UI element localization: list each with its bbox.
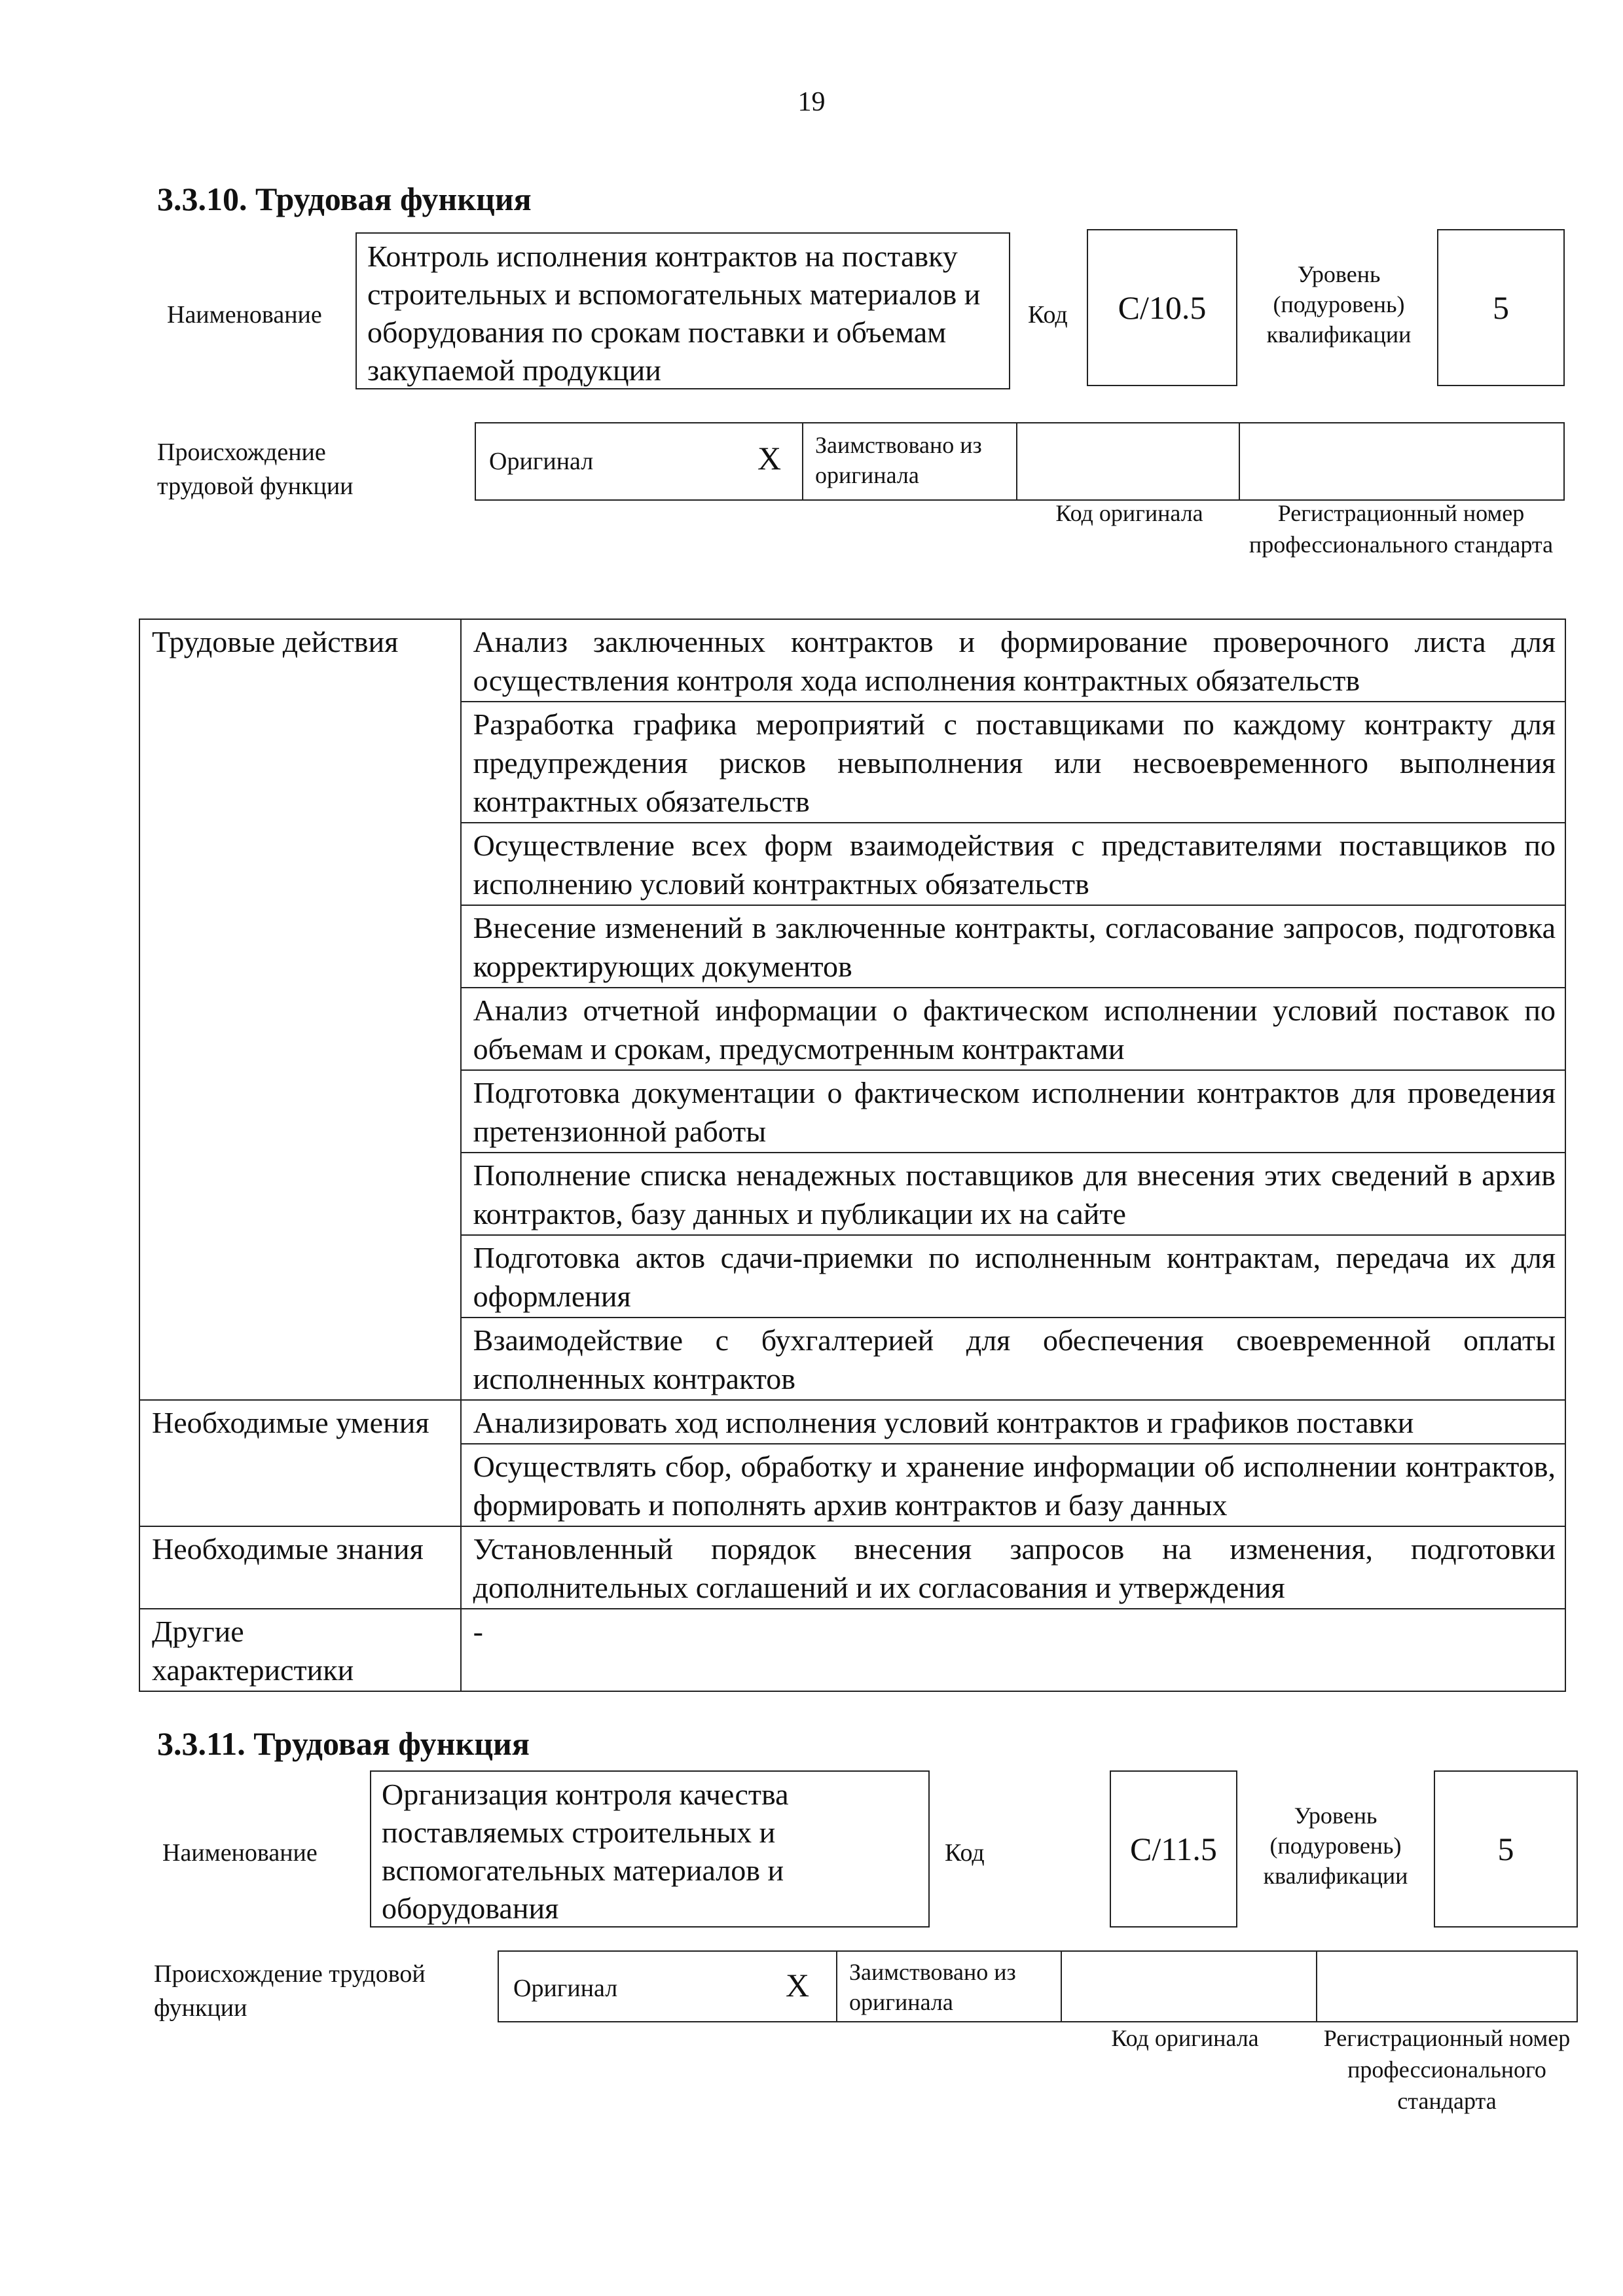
borrowed-label: Заимствовано из оригинала (815, 432, 982, 488)
skill-item: Осуществлять сбор, обработку и хранение информации об исполнении контрактов, формировать и пополнять архив контрактов и базу данных (461, 1444, 1565, 1526)
original-label: Оригинал (489, 448, 594, 475)
origin-label: Происхождение трудовой функции (154, 1960, 426, 2022)
level-value: 5 (1493, 289, 1509, 326)
divider (1316, 1952, 1317, 2021)
function-name-value: Организация контроля качества поставляемых строительных и вспомогательных материалов и оборудования (382, 1778, 789, 1925)
code-original-caption: Код оригинала (1111, 2025, 1259, 2051)
code-value: С/11.5 (1130, 1831, 1217, 1867)
labor-action-item: Внесение изменений в заключенные контракты, согласование запросов, подготовка корректирующих документов (461, 905, 1565, 988)
code-value: С/10.5 (1118, 289, 1207, 326)
code-box (1087, 229, 1237, 386)
knowledge-label: Необходимые знания (139, 1526, 461, 1609)
skill-item: Анализировать ход исполнения условий контрактов и графиков поставки (461, 1400, 1565, 1444)
original-mark: X (757, 440, 782, 476)
original-mark: X (786, 1967, 810, 2003)
function-name-box (356, 232, 1010, 389)
other-characteristics-value: - (461, 1609, 1565, 1691)
level-value: 5 (1497, 1831, 1514, 1867)
level-box (1434, 1770, 1578, 1928)
page-number: 19 (797, 87, 826, 117)
function-name-box (370, 1770, 930, 1928)
level-label: Уровень (подуровень) квалификации (1266, 261, 1412, 348)
labor-action-item: Разработка графика мероприятий с поставщиками по каждому контракту для предупреждения рисков невыполнения или несвоевременного выполнения контрактных обязательств (461, 702, 1565, 823)
code-box (1110, 1770, 1237, 1928)
borrowed-label: Заимствовано из оригинала (849, 1959, 1016, 2015)
divider (802, 423, 803, 499)
origin-row (475, 422, 1565, 501)
labor-function-table (139, 619, 1566, 1692)
labor-action-item: Взаимодействие с бухгалтерией для обеспечения своевременной оплаты исполненных контрактов (461, 1318, 1565, 1400)
labor-action-item: Пополнение списка ненадежных поставщиков для внесения этих сведений в архив контрактов, базу данных и публикации их на сайте (461, 1153, 1565, 1235)
divider (1061, 1952, 1062, 2021)
knowledge-item: Установленный порядок внесения запросов на изменения, подготовки дополнительных соглашений и их согласования и утверждения (461, 1526, 1565, 1609)
skills-label: Необходимые умения (139, 1400, 461, 1526)
origin-row (498, 1950, 1578, 2022)
other-characteristics-label: Другие характеристики (139, 1609, 461, 1691)
code-original-caption: Код оригинала (1055, 500, 1203, 526)
labor-action-item: Анализ отчетной информации о фактическом исполнении условий поставок по объемам и срокам, предусмотренным контрактами (461, 988, 1565, 1070)
labor-action-item: Осуществление всех форм взаимодействия с представителями поставщиков по исполнению условий контрактных обязательств (461, 823, 1565, 905)
divider (836, 1952, 837, 2021)
code-label: Код (1028, 301, 1068, 329)
origin-label: Происхождение трудовой функции (157, 439, 354, 500)
name-label: Наименование (167, 301, 322, 329)
reg-number-caption: Регистрационный номер профессионального стандарта (1249, 500, 1554, 558)
labor-action-item: Анализ заключенных контрактов и формирование проверочного листа для осуществления контроля хода исполнения контрактных обязательств (461, 619, 1565, 702)
labor-action-item: Подготовка документации о фактическом исполнении контрактов для проведения претензионной работы (461, 1070, 1565, 1153)
level-label: Уровень (подуровень) квалификации (1263, 1803, 1408, 1889)
divider (1016, 423, 1017, 499)
divider (1239, 423, 1240, 499)
section-heading-3-3-11: 3.3.11. Трудовая функция (157, 1725, 530, 1762)
name-label: Наименование (162, 1839, 318, 1867)
function-name-value: Контроль исполнения контрактов на поставку строительных и вспомогательных материалов и оборудования по срокам поставки и объемам закупаемой продукции (367, 240, 981, 387)
original-label: Оригинал (513, 1975, 618, 2002)
labor-action-item: Подготовка актов сдачи-приемки по исполненным контрактам, передача их для оформления (461, 1235, 1565, 1318)
section-heading-3-3-10: 3.3.10. Трудовая функция (157, 181, 532, 217)
reg-number-caption: Регистрационный номер профессионального стандарта (1323, 2025, 1571, 2114)
labor-actions-label: Трудовые действия (139, 619, 461, 1400)
level-box (1437, 229, 1565, 386)
code-label: Код (945, 1839, 985, 1867)
